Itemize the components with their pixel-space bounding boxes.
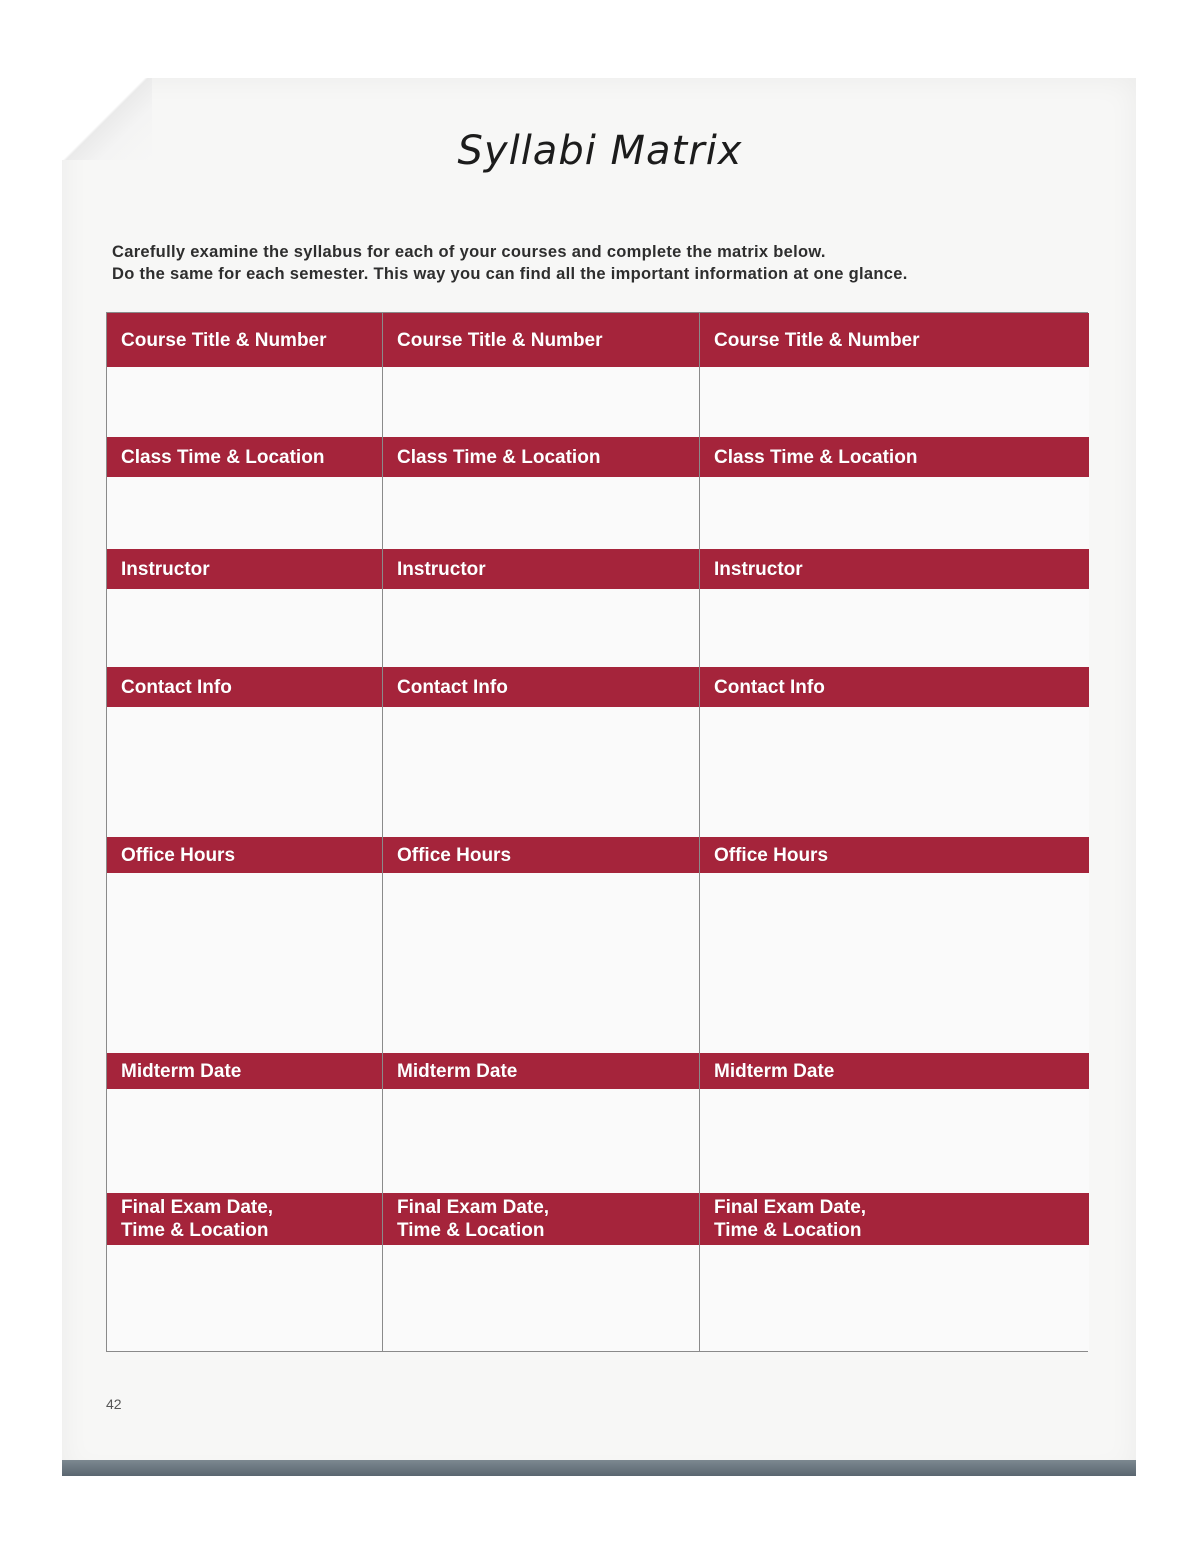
course-title-header: Course Title & Number bbox=[383, 313, 699, 367]
final-exam-header: Final Exam Date, Time & Location bbox=[383, 1193, 699, 1245]
contact-info-field[interactable] bbox=[107, 707, 382, 837]
page-bottom-edge bbox=[62, 1460, 1136, 1476]
instructor-header: Instructor bbox=[107, 549, 382, 589]
instructor-field[interactable] bbox=[700, 589, 1089, 667]
final-exam-field[interactable] bbox=[700, 1245, 1089, 1351]
page-title: Syllabi Matrix bbox=[457, 128, 743, 174]
midterm-date-header: Midterm Date bbox=[107, 1053, 382, 1089]
class-time-header: Class Time & Location bbox=[383, 437, 699, 477]
contact-info-header: Contact Info bbox=[383, 667, 699, 707]
page-number: 42 bbox=[106, 1396, 122, 1412]
office-hours-header: Office Hours bbox=[107, 837, 382, 873]
midterm-date-field[interactable] bbox=[107, 1089, 382, 1193]
course-title-field[interactable] bbox=[700, 367, 1089, 437]
course-title-field[interactable] bbox=[383, 367, 699, 437]
instructor-field[interactable] bbox=[383, 589, 699, 667]
instructor-header: Instructor bbox=[383, 549, 699, 589]
course-title-field[interactable] bbox=[107, 367, 382, 437]
instructions-line-1: Carefully examine the syllabus for each of your courses and complete the matrix below. bbox=[112, 243, 826, 261]
midterm-date-field[interactable] bbox=[700, 1089, 1089, 1193]
matrix-column-2 bbox=[382, 313, 699, 1351]
final-exam-field[interactable] bbox=[383, 1245, 699, 1351]
office-hours-field[interactable] bbox=[107, 873, 382, 1053]
class-time-header: Class Time & Location bbox=[700, 437, 1089, 477]
office-hours-header: Office Hours bbox=[383, 837, 699, 873]
instructions-line-2: Do the same for each semester. This way you can find all the important information at one glance. bbox=[112, 265, 908, 283]
final-exam-field[interactable] bbox=[107, 1245, 382, 1351]
class-time-field[interactable] bbox=[383, 477, 699, 549]
instructor-field[interactable] bbox=[107, 589, 382, 667]
class-time-header: Class Time & Location bbox=[107, 437, 382, 477]
instructor-header: Instructor bbox=[700, 549, 1089, 589]
instructions bbox=[112, 241, 1092, 285]
midterm-date-header: Midterm Date bbox=[700, 1053, 1089, 1089]
contact-info-field[interactable] bbox=[700, 707, 1089, 837]
contact-info-header: Contact Info bbox=[107, 667, 382, 707]
course-title-header: Course Title & Number bbox=[107, 313, 382, 367]
class-time-field[interactable] bbox=[700, 477, 1089, 549]
matrix-column-3 bbox=[699, 313, 1089, 1351]
syllabi-matrix-table bbox=[106, 312, 1088, 1352]
office-hours-field[interactable] bbox=[700, 873, 1089, 1053]
final-exam-header: Final Exam Date, Time & Location bbox=[107, 1193, 382, 1245]
office-hours-header: Office Hours bbox=[700, 837, 1089, 873]
class-time-field[interactable] bbox=[107, 477, 382, 549]
midterm-date-field[interactable] bbox=[383, 1089, 699, 1193]
final-exam-header: Final Exam Date, Time & Location bbox=[700, 1193, 1089, 1245]
course-title-header: Course Title & Number bbox=[700, 313, 1089, 367]
office-hours-field[interactable] bbox=[383, 873, 699, 1053]
contact-info-field[interactable] bbox=[383, 707, 699, 837]
matrix-column-1 bbox=[107, 313, 382, 1351]
contact-info-header: Contact Info bbox=[700, 667, 1089, 707]
midterm-date-header: Midterm Date bbox=[383, 1053, 699, 1089]
